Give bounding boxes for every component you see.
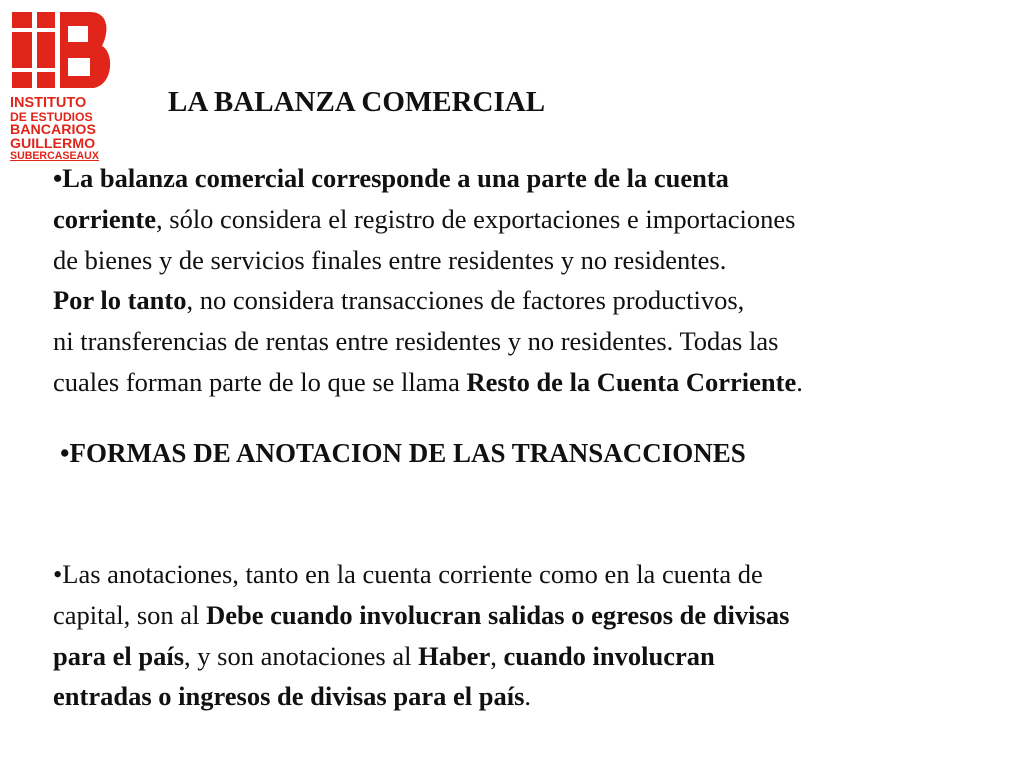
bold-text: Debe cuando involucran salidas o egresos de divisas (206, 599, 790, 630)
page-title: LA BALANZA COMERCIAL (168, 86, 546, 118)
logo-line-1: INSTITUTO (10, 95, 87, 111)
section-heading: •FORMAS DE ANOTACION DE LAS TRANSACCIONES (60, 438, 746, 468)
text-line: de bienes y de servicios finales entre residentes y no residentes. (53, 244, 727, 275)
text-line (53, 280, 1023, 321)
ieb-emblem-icon (10, 10, 130, 92)
bold-text: •La balanza comercial corresponde a una parte de la cuenta (53, 163, 729, 193)
logo-line-4: GUILLERMO (10, 135, 96, 152)
text: cuales forman parte de lo que se llama (53, 366, 467, 397)
bold-text: entradas o ingresos de divisas para el país (53, 681, 525, 712)
bold-text: Por lo tanto (53, 285, 187, 316)
text: , (490, 640, 504, 671)
text-line (53, 158, 1023, 199)
bold-text: para el país (53, 640, 185, 671)
text-line (53, 362, 1023, 403)
logo-line-3: BANCARIOS (10, 121, 96, 138)
institute-logo (10, 10, 130, 163)
text: , y son anotaciones al (184, 640, 419, 671)
logo-line-2: DE ESTUDIOS (10, 109, 93, 124)
text-line (53, 595, 1023, 636)
text-line (53, 676, 1023, 717)
bold-text: Haber (418, 640, 491, 671)
paragraph-anotaciones (53, 554, 1023, 717)
text-line: ni transferencias de rentas entre residentes y no residentes. Todas las (53, 326, 779, 357)
bold-text: Resto de la Cuenta Corriente (466, 366, 797, 397)
text-line (53, 636, 1023, 677)
text: , no considera transacciones de factores productivos, (186, 285, 745, 316)
bold-text: cuando involucran (503, 640, 715, 671)
bold-text: corriente (53, 203, 156, 234)
text: capital, son al (53, 599, 207, 630)
logo-line-5: SUBERCASEAUX (10, 150, 99, 163)
paragraph-balanza-comercial (53, 158, 1023, 403)
text: , sólo considera el registro de exportaciones e importaciones (156, 203, 796, 234)
text-line (53, 199, 1023, 240)
text-line: •Las anotaciones, tanto en la cuenta corriente como en la cuenta de (53, 559, 763, 589)
text: . (796, 366, 803, 397)
logo-wordmark (10, 96, 130, 162)
text: . (524, 681, 532, 712)
